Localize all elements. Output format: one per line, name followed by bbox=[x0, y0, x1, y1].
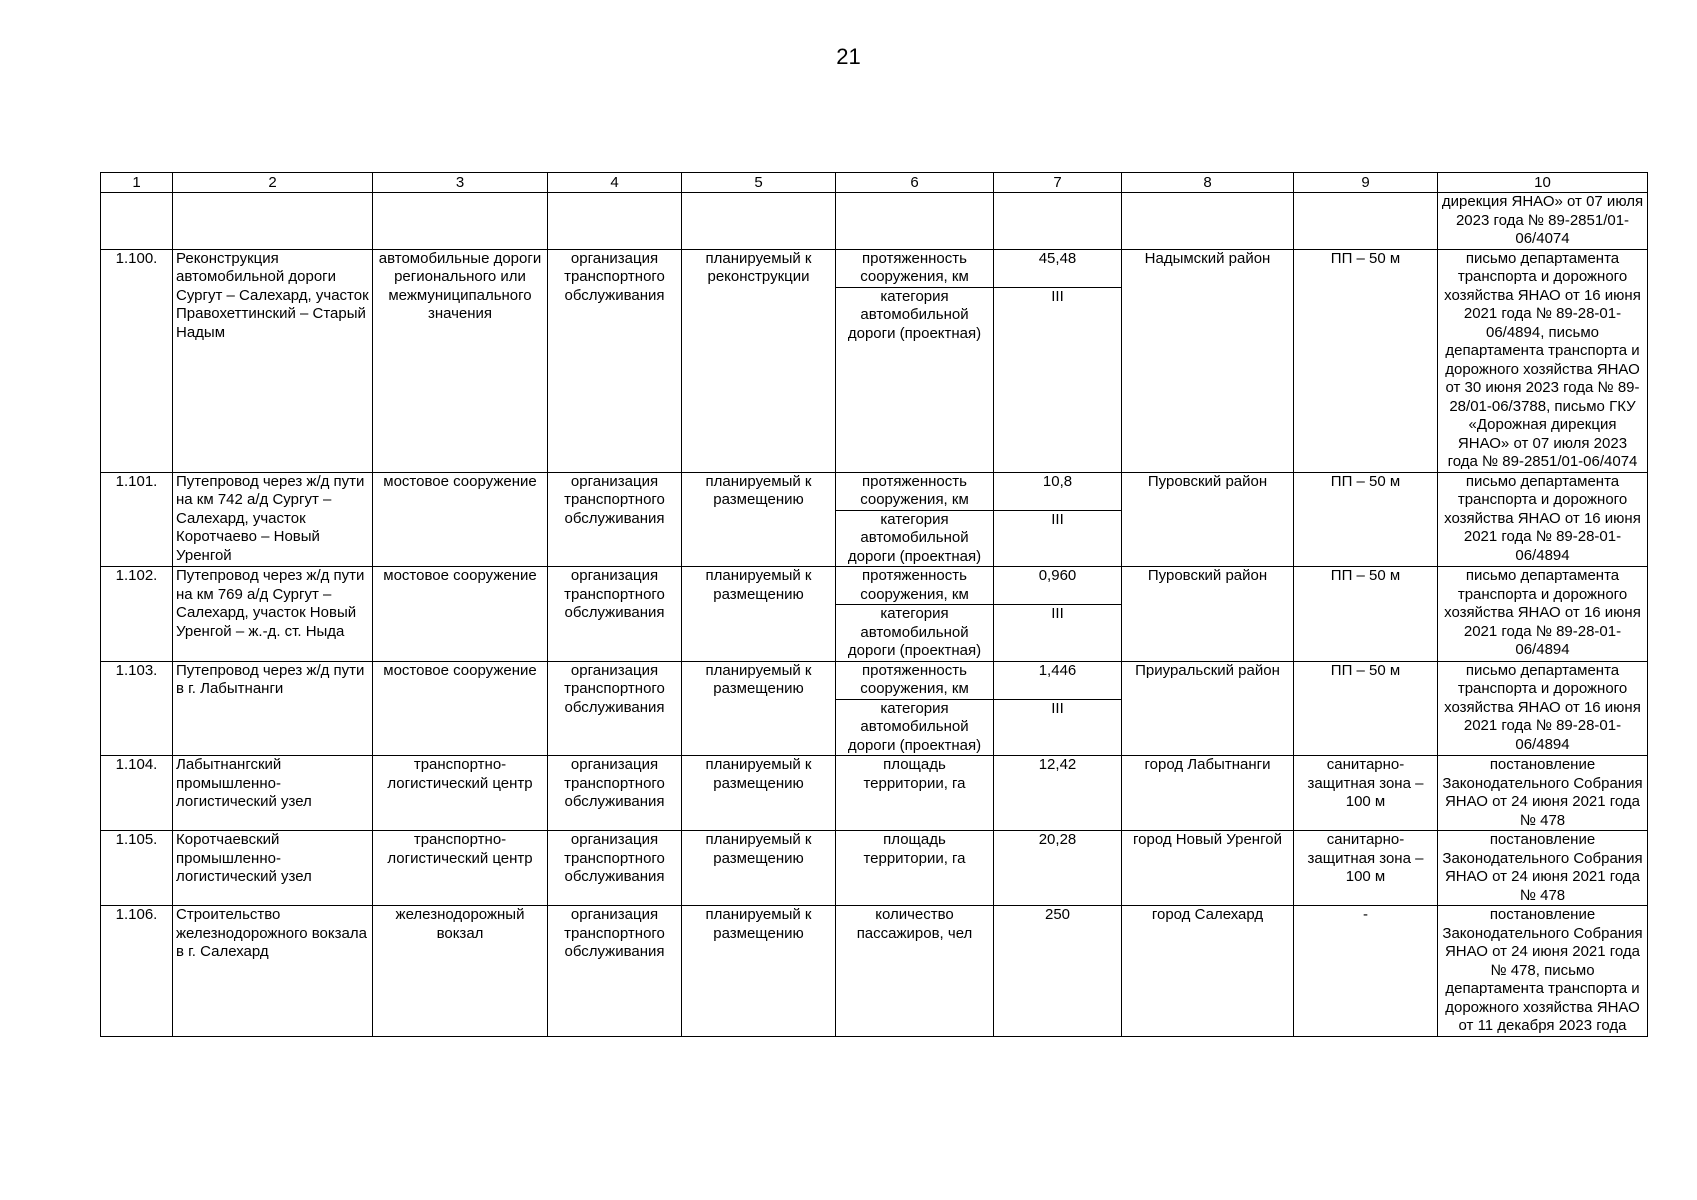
characteristic-value: III bbox=[1051, 699, 1064, 717]
location-cell: Надымский район bbox=[1122, 249, 1294, 472]
header-cell: 6 bbox=[836, 173, 994, 193]
table-cell bbox=[548, 193, 682, 250]
value-cell bbox=[994, 756, 1122, 831]
value-cell bbox=[994, 472, 1122, 567]
location-cell: Приуральский район bbox=[1122, 661, 1294, 756]
page-number: 21 bbox=[836, 44, 861, 69]
object-type-cell: автомобильные дороги регионального или межмуниципального значения bbox=[373, 249, 548, 472]
header-cell: 3 bbox=[373, 173, 548, 193]
object-type-cell: мостовое сооружение bbox=[373, 567, 548, 662]
characteristic-name: протяженность сооружения, км bbox=[836, 567, 993, 605]
row-number-cell: 1.100. bbox=[101, 249, 173, 472]
status-cell: планируемый к размещению bbox=[682, 472, 836, 567]
basis-cell: постановление Законодательного Собрания ЯНАО от 24 июня 2021 года № 478 bbox=[1438, 756, 1648, 831]
table-cell bbox=[373, 193, 548, 250]
location-cell: город Салехард bbox=[1122, 906, 1294, 1037]
zone-cell: ПП – 50 м bbox=[1294, 661, 1438, 756]
table-cell bbox=[994, 193, 1122, 250]
table-cell bbox=[836, 193, 994, 250]
characteristic-value: 10,8 bbox=[994, 473, 1121, 511]
characteristic-value: III bbox=[1051, 287, 1064, 305]
status-cell: планируемый к размещению bbox=[682, 661, 836, 756]
table-row bbox=[101, 831, 1648, 906]
characteristic-name: протяженность сооружения, км bbox=[836, 473, 993, 511]
object-name-cell: Строительство железнодорожного вокзала в г. Салехард bbox=[173, 906, 373, 1037]
table-row bbox=[101, 472, 1648, 567]
row-number-cell: 1.101. bbox=[101, 472, 173, 567]
object-type-cell: мостовое сооружение bbox=[373, 661, 548, 756]
characteristic-name: категория автомобильной дороги (проектная) bbox=[847, 699, 982, 754]
characteristic-name: площадь территории, га bbox=[863, 756, 966, 792]
basis-cell: письмо департамента транспорта и дорожного хозяйства ЯНАО от 16 июня 2021 года № 89-28-01-06/4894 bbox=[1438, 567, 1648, 662]
object-name-cell: Путепровод через ж/д пути на км 742 а/д Сургут – Салехард, участок Коротчаево – Новый Уренгой bbox=[173, 472, 373, 567]
object-name-cell: Лабытнангский промышленно-логистический узел bbox=[173, 756, 373, 831]
status-cell: планируемый к размещению bbox=[682, 831, 836, 906]
header-cell: 1 bbox=[101, 173, 173, 193]
characteristic-value: III bbox=[1051, 510, 1064, 528]
value-cell bbox=[994, 831, 1122, 906]
object-type-cell: транспортно-логистический центр bbox=[373, 831, 548, 906]
value-cell bbox=[994, 249, 1122, 472]
location-cell: город Новый Уренгой bbox=[1122, 831, 1294, 906]
status-cell: планируемый к реконструкции bbox=[682, 249, 836, 472]
value-cell bbox=[994, 661, 1122, 756]
status-cell: планируемый к размещению bbox=[682, 567, 836, 662]
object-name-cell: Путепровод через ж/д пути на км 769 а/д Сургут – Салехард, участок Новый Уренгой – ж.-д. ст. Ныда bbox=[173, 567, 373, 662]
header-cell: 5 bbox=[682, 173, 836, 193]
row-number-cell: 1.102. bbox=[101, 567, 173, 662]
characteristic-value: 250 bbox=[1044, 906, 1071, 923]
header-cell: 8 bbox=[1122, 173, 1294, 193]
characteristic-name: категория автомобильной дороги (проектная) bbox=[847, 287, 982, 342]
characteristic-value: III bbox=[1051, 605, 1064, 622]
characteristic-cell bbox=[836, 661, 994, 756]
header-cell: 4 bbox=[548, 173, 682, 193]
register-table bbox=[100, 172, 1648, 1037]
table-row bbox=[101, 567, 1648, 662]
purpose-cell: организация транспортного обслуживания bbox=[548, 661, 682, 756]
characteristic-value: 20,28 bbox=[1038, 831, 1077, 848]
value-cell bbox=[994, 906, 1122, 1037]
characteristic-cell bbox=[836, 249, 994, 472]
characteristic-value: 1,446 bbox=[994, 662, 1121, 700]
characteristic-name: площадь территории, га bbox=[863, 831, 966, 867]
object-name-cell: Реконструкция автомобильной дороги Сургут – Салехард, участок Правохеттинский – Старый Надым bbox=[173, 249, 373, 472]
characteristic-cell bbox=[836, 756, 994, 831]
table-cell bbox=[682, 193, 836, 250]
basis-cell: постановление Законодательного Собрания ЯНАО от 24 июня 2021 года № 478 bbox=[1438, 831, 1648, 906]
basis-cell: письмо департамента транспорта и дорожного хозяйства ЯНАО от 16 июня 2021 года № 89-28-01-06/4894, письмо департамента транспорта и дорожного хозяйства ЯНАО от 30 июня 2023 года № 89-28/01-06/3788, письмо ГКУ «Дорожная дирекция ЯНАО» от 07 июля 2023 года № 89-2851/01-06/4074 bbox=[1438, 249, 1648, 472]
header-cell: 2 bbox=[173, 173, 373, 193]
location-cell: город Лабытнанги bbox=[1122, 756, 1294, 831]
characteristic-name: категория автомобильной дороги (проектная) bbox=[847, 605, 982, 659]
characteristic-cell bbox=[836, 831, 994, 906]
table-row bbox=[101, 906, 1648, 1037]
table-cell bbox=[173, 193, 373, 250]
location-cell: Пуровский район bbox=[1122, 567, 1294, 662]
header-cell: 7 bbox=[994, 173, 1122, 193]
characteristic-cell bbox=[836, 472, 994, 567]
characteristic-cell bbox=[836, 567, 994, 662]
purpose-cell: организация транспортного обслуживания bbox=[548, 567, 682, 662]
basis-cell: постановление Законодательного Собрания ЯНАО от 24 июня 2021 года № 478, письмо департамента транспорта и дорожного хозяйства ЯНАО от 11 декабря 2023 года bbox=[1438, 906, 1648, 1037]
characteristic-value: 0,960 bbox=[994, 567, 1121, 605]
table-row bbox=[101, 756, 1648, 831]
characteristic-value: 45,48 bbox=[994, 250, 1121, 288]
zone-cell: - bbox=[1294, 906, 1438, 1037]
basis-cell: письмо департамента транспорта и дорожного хозяйства ЯНАО от 16 июня 2021 года № 89-28-01-06/4894 bbox=[1438, 661, 1648, 756]
continuation-row bbox=[101, 193, 1648, 250]
zone-cell: санитарно-защитная зона – 100 м bbox=[1294, 831, 1438, 906]
table-cell bbox=[1122, 193, 1294, 250]
status-cell: планируемый к размещению bbox=[682, 756, 836, 831]
object-type-cell: транспортно-логистический центр bbox=[373, 756, 548, 831]
object-name-cell: Коротчаевский промышленно-логистический узел bbox=[173, 831, 373, 906]
row-number-cell: 1.103. bbox=[101, 661, 173, 756]
zone-cell: ПП – 50 м bbox=[1294, 567, 1438, 662]
characteristic-cell bbox=[836, 906, 994, 1037]
header-row bbox=[101, 173, 1648, 193]
row-number-cell: 1.106. bbox=[101, 906, 173, 1037]
basis-cell: письмо департамента транспорта и дорожного хозяйства ЯНАО от 16 июня 2021 года № 89-28-01-06/4894 bbox=[1438, 472, 1648, 567]
purpose-cell: организация транспортного обслуживания bbox=[548, 249, 682, 472]
table-cell bbox=[101, 193, 173, 250]
row-number-cell: 1.105. bbox=[101, 831, 173, 906]
characteristic-name: категория автомобильной дороги (проектная) bbox=[847, 510, 982, 565]
characteristic-name: протяженность сооружения, км bbox=[836, 250, 993, 288]
value-cell bbox=[994, 567, 1122, 662]
object-type-cell: мостовое сооружение bbox=[373, 472, 548, 567]
object-type-cell: железнодорожный вокзал bbox=[373, 906, 548, 1037]
header-cell: 10 bbox=[1438, 173, 1648, 193]
location-cell: Пуровский район bbox=[1122, 472, 1294, 567]
table-cell bbox=[1294, 193, 1438, 250]
object-name-cell: Путепровод через ж/д пути в г. Лабытнанги bbox=[173, 661, 373, 756]
purpose-cell: организация транспортного обслуживания bbox=[548, 906, 682, 1037]
zone-cell: ПП – 50 м bbox=[1294, 472, 1438, 567]
status-cell: планируемый к размещению bbox=[682, 906, 836, 1037]
header-cell: 9 bbox=[1294, 173, 1438, 193]
zone-cell: ПП – 50 м bbox=[1294, 249, 1438, 472]
row-number-cell: 1.104. bbox=[101, 756, 173, 831]
characteristic-value: 12,42 bbox=[1038, 756, 1077, 773]
purpose-cell: организация транспортного обслуживания bbox=[548, 831, 682, 906]
zone-cell: санитарно-защитная зона – 100 м bbox=[1294, 756, 1438, 831]
table-row bbox=[101, 249, 1648, 472]
characteristic-name: количество пассажиров, чел bbox=[856, 906, 973, 942]
basis-cell: дирекция ЯНАО» от 07 июля 2023 года № 89-2851/01-06/4074 bbox=[1438, 193, 1648, 250]
table-row bbox=[101, 661, 1648, 756]
purpose-cell: организация транспортного обслуживания bbox=[548, 472, 682, 567]
characteristic-name: протяженность сооружения, км bbox=[836, 662, 993, 700]
purpose-cell: организация транспортного обслуживания bbox=[548, 756, 682, 831]
